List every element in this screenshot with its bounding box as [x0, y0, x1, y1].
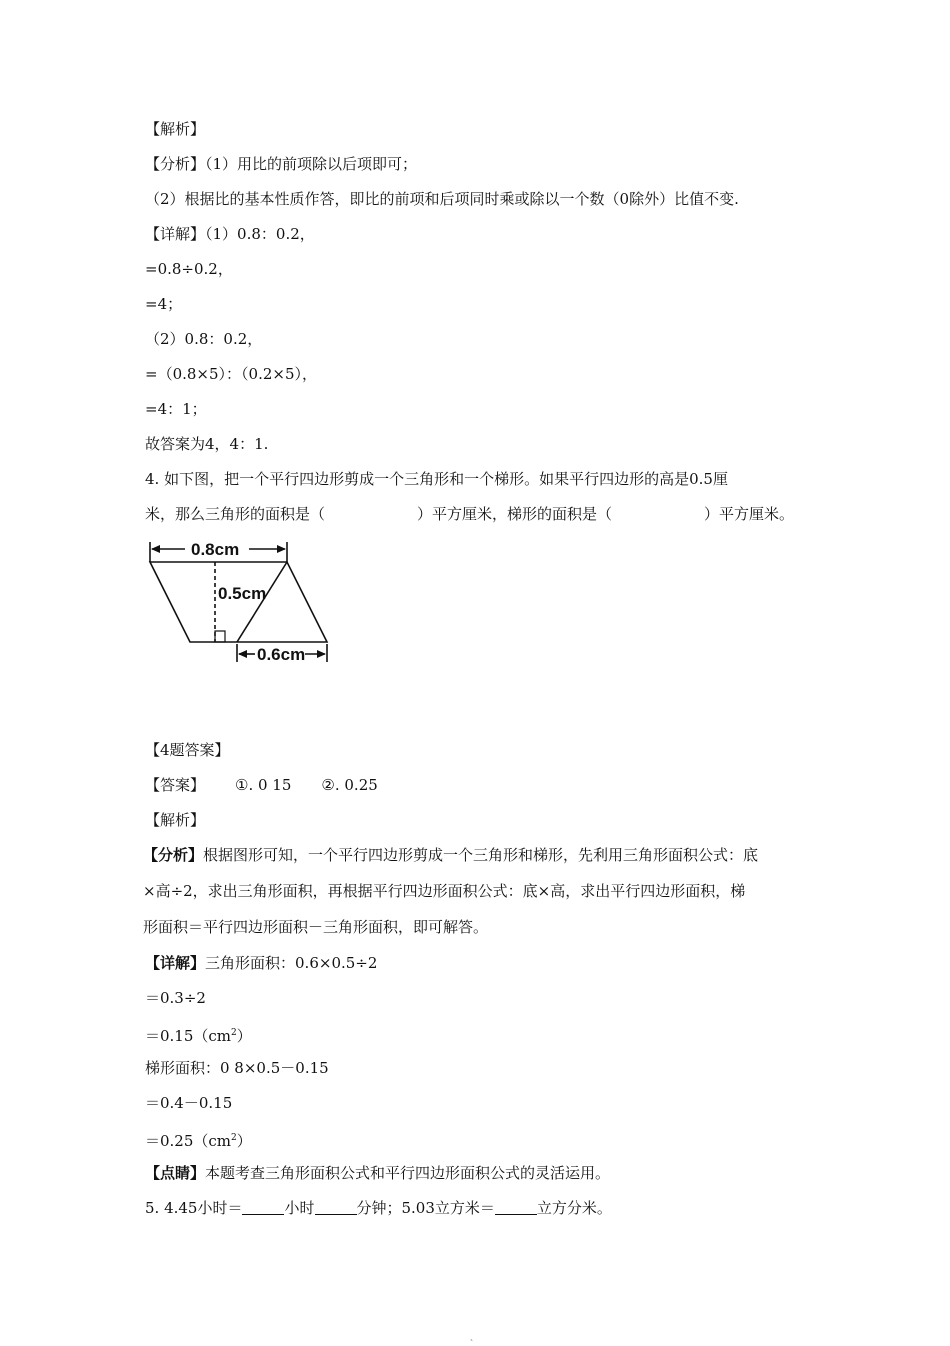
step-line [145, 1127, 252, 1152]
arrowhead-bottom-right [317, 650, 326, 658]
xiangjie-text: 三角形面积：0.6×0.5÷2 [205, 954, 378, 972]
answer-1: ①. 0 15 [235, 776, 292, 794]
arrowhead-left [151, 545, 160, 553]
step-line: =4：1； [145, 400, 207, 418]
step-line: 故答案为4，4：1. [145, 435, 269, 453]
parallelogram-figure [145, 534, 345, 666]
answer-tag: 【答案】 [145, 776, 206, 794]
analysis-heading: 【解析】 [145, 120, 206, 138]
detail-line [145, 952, 377, 974]
step-line: =（0.8×5）：（0.2×5）， [145, 365, 318, 383]
step-line: 梯形面积：0 8×0.5－0.15 [145, 1059, 329, 1077]
fill-blank-3 [495, 1200, 537, 1215]
q4-text-b: ）平方厘米，梯形的面积是（ [417, 505, 613, 523]
q5-text-b: 小时 [284, 1199, 315, 1217]
step-line: ＝0.3÷2 [145, 989, 206, 1007]
superscript: 2 [231, 1133, 237, 1143]
superscript: 2 [231, 1028, 237, 1038]
step-end: ） [236, 1132, 252, 1150]
arrowhead-right [277, 545, 286, 553]
analysis-line [145, 153, 417, 175]
xiangjie-tag: 【详解】 [145, 954, 206, 972]
q4-text-a: 米，那么三角形的面积是（ [145, 505, 326, 523]
step-line [145, 1022, 252, 1047]
step-end: ） [236, 1027, 252, 1045]
step-line: （2）0.8：0.2， [145, 330, 263, 348]
step-line: ＝0.4－0.15 [145, 1094, 233, 1112]
label-top-width: 0.8cm [191, 540, 240, 559]
answer-2: ②. 0.25 [321, 776, 378, 794]
arrowhead-bottom-left [238, 650, 247, 658]
xiangjie-tag: 【详解】 [145, 225, 206, 243]
fenxi-tag: 【分析】 [145, 155, 206, 173]
fenxi-line-2: ×高÷2，求出三角形面积，再根据平行四边形面积公式：底×高，求出平行四边形面积，梯 [143, 882, 746, 900]
fenxi-line-1 [143, 844, 758, 866]
question-4-text: 4. 如下图，把一个平行四边形剪成一个三角形和一个梯形。如果平行四边形的高是0.5厘 [145, 470, 728, 488]
label-height: 0.5cm [218, 584, 267, 603]
fenxi-line-3: 形面积＝平行四边形面积－三角形面积，即可解答。 [143, 918, 489, 936]
q5-text-a: 5. 4.45小时＝ [145, 1199, 243, 1217]
q5-text-c: 分钟；5.03立方米＝ [356, 1199, 495, 1217]
q5-text-d: 立方分米。 [536, 1199, 612, 1217]
detail-line [145, 223, 315, 245]
analysis-heading: 【解析】 [145, 811, 206, 829]
xiangjie-text: （1）0.8：0.2， [205, 225, 315, 243]
dianjing-line [145, 1162, 610, 1184]
step-line: =4； [145, 295, 183, 313]
label-bottom-width: 0.6cm [257, 645, 306, 664]
dianjing-tag: 【点睛】 [145, 1164, 206, 1182]
step-text: ＝0.15（cm [145, 1027, 232, 1045]
fenxi-text: （1）用比的前项除以后项即可； [205, 155, 418, 173]
step-line: =0.8÷0.2， [145, 260, 233, 278]
fenxi-tag: 【分析】 [143, 846, 204, 864]
question-5 [145, 1197, 612, 1219]
fill-blank-1 [242, 1200, 284, 1215]
answer-header: 【4题答案】 [145, 741, 230, 759]
analysis-line-2: （2）根据比的基本性质作答，即比的前项和后项同时乘或除以一个数（0除外）比值不变. [145, 190, 739, 208]
right-angle-mark [215, 631, 225, 642]
q4-text-c: ）平方厘米。 [704, 505, 795, 523]
step-text: ＝0.25（cm [145, 1132, 232, 1150]
dianjing-text: 本题考查三角形面积公式和平行四边形面积公式的灵活运用。 [205, 1164, 611, 1182]
fenxi-text-1: 根据图形可知，一个平行四边形剪成一个三角形和梯形，先利用三角形面积公式：底 [203, 846, 759, 864]
answer-line [145, 774, 378, 796]
fill-blank-2 [315, 1200, 357, 1215]
question-4-text-2 [145, 503, 794, 525]
footer-mark: 、 [470, 1333, 478, 1342]
